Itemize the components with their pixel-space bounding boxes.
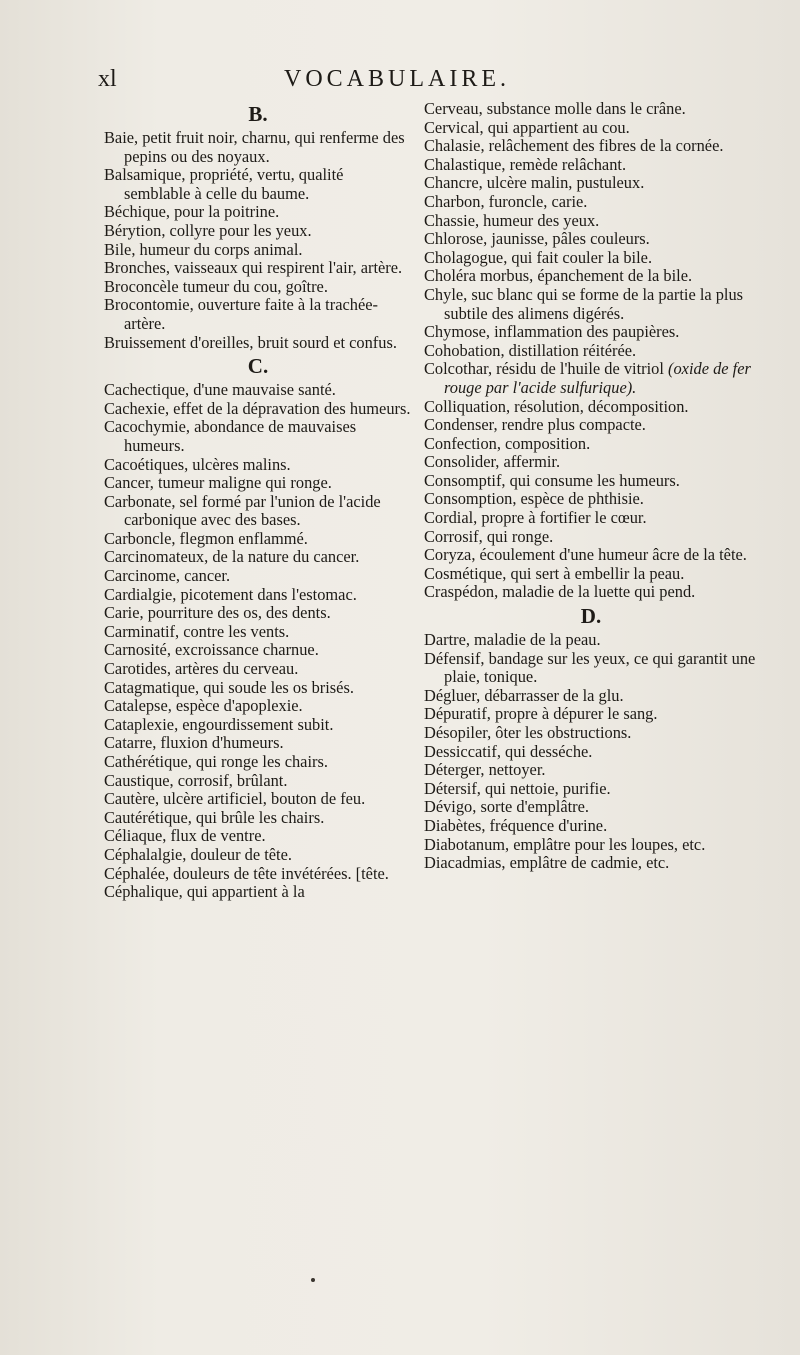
dictionary-entry: Carnosité, excroissance charnue. <box>104 640 319 660</box>
dictionary-entry: Bile, humeur du corps animal. <box>104 239 303 259</box>
dictionary-entry: Dartre, maladie de la peau. <box>424 630 601 650</box>
dictionary-entry: Désopiler, ôter les obstructions. <box>424 723 632 742</box>
section-letter-c: C. <box>247 354 269 379</box>
dictionary-entry: Chymose, inflammation des paupières. <box>424 322 680 342</box>
dictionary-entry: Dégluer, débarrasser de la glu. <box>424 685 624 705</box>
dictionary-entry: Cautère, ulcère artificiel, bouton de feu. <box>104 789 366 809</box>
left-column <box>104 100 412 902</box>
dictionary-entry: Chyle, suc blanc qui se forme de la partie la plus subtile des alimens digérés. <box>424 284 744 323</box>
dictionary-entry: Défensif, bandage sur les yeux, ce qui garantit une plaie, tonique. <box>424 648 756 687</box>
dictionary-entry: Bruissement d'oreilles, bruit sourd et confus. <box>104 332 397 352</box>
dictionary-entry: Cardialgie, picotement dans l'estomac. <box>104 584 357 604</box>
dictionary-entry: Choléra morbus, épanchement de la bile. <box>424 266 693 286</box>
dictionary-entry: Céphalée, douleurs de tête invétérées. [tête. <box>104 863 389 883</box>
dictionary-entry: Déterger, nettoyer. <box>424 760 546 780</box>
dictionary-entry: Cathérétique, qui ronge les chairs. <box>104 752 328 771</box>
dictionary-entry: Caustique, corrosif, brûlant. <box>104 770 288 790</box>
dictionary-entry: Condenser, rendre plus compacte. <box>424 415 646 435</box>
section-letter-d: D. <box>580 604 602 629</box>
dictionary-entry: Catagmatique, qui soude les os brisés. <box>104 677 354 697</box>
dictionary-entry: Consolider, affermir. <box>424 452 561 472</box>
entry-italic-note: (oxide de fer rouge par l'acide sulfurique). <box>444 359 751 397</box>
dictionary-entry: Cataplexie, engourdissement subit. <box>104 714 334 734</box>
dictionary-entry: Cachectique, d'une mauvaise santé. <box>104 380 336 400</box>
dictionary-entry <box>424 360 758 397</box>
entry-text: Colcothar, résidu de l'huile de vitriol <box>424 359 664 379</box>
dictionary-entry: Chalastique, remède relâchant. <box>424 154 627 174</box>
dictionary-entry: Carcinomateux, de la nature du cancer. <box>104 547 360 567</box>
entries-d <box>424 631 758 873</box>
dictionary-entry: Consomptif, qui consume les humeurs. <box>424 470 680 490</box>
dictionary-entry: Cacoétiques, ulcères malins. <box>104 454 291 474</box>
dictionary-entry: Cancer, tumeur maligne qui ronge. <box>104 473 332 493</box>
ink-dot <box>311 1278 315 1282</box>
entries-b <box>104 129 412 352</box>
dictionary-entry: Chancre, ulcère malin, pustuleux. <box>424 173 645 193</box>
dictionary-entry: Carotides, artères du cerveau. <box>104 659 299 679</box>
page-header <box>98 66 738 100</box>
dictionary-entry: Béchique, pour la poitrine. <box>104 202 280 222</box>
dictionary-entry: Carie, pourriture des os, des dents. <box>104 603 331 623</box>
dictionary-entry: Broconcèle tumeur du cou, goître. <box>104 276 328 296</box>
dictionary-entry: Catalepse, espèce d'apoplexie. <box>104 696 303 716</box>
dictionary-entry: Carcinome, cancer. <box>104 566 231 586</box>
dictionary-entry: Cachexie, effet de la dépravation des humeurs. <box>104 398 411 418</box>
dictionary-entry: Bérytion, collyre pour les yeux. <box>104 220 312 240</box>
right-column <box>424 100 758 873</box>
dictionary-entry: Craspédon, maladie de la luette qui pend. <box>424 582 696 602</box>
dictionary-entry: Cautérétique, qui brûle les chairs. <box>104 807 325 827</box>
dictionary-entry: Chassie, humeur des yeux. <box>424 210 600 230</box>
dictionary-entry: Chalasie, relâchement des fibres de la cornée. <box>424 136 724 156</box>
dictionary-entry: Cordial, propre à fortifier le cœur. <box>424 508 647 528</box>
dictionary-entry: Carboncle, flegmon enflammé. <box>104 528 308 548</box>
dictionary-entry: Balsamique, propriété, vertu, qualité semblable à celle du baume. <box>104 165 344 203</box>
dictionary-entry: Dépuratif, propre à dépurer le sang. <box>424 704 658 724</box>
dictionary-entry: Chlorose, jaunisse, pâles couleurs. <box>424 229 650 249</box>
dictionary-entry: Céliaque, flux de ventre. <box>104 826 266 846</box>
dictionary-entry: Céphalalgie, douleur de tête. <box>104 844 292 864</box>
entries-c-continued <box>424 100 758 360</box>
dictionary-entry: Diabotanum, emplâtre pour les loupes, etc. <box>424 834 706 854</box>
dictionary-entry: Colliquation, résolution, décomposition. <box>424 396 689 416</box>
dictionary-entry: Corrosif, qui ronge. <box>424 526 554 546</box>
dictionary-entry: Brocontomie, ouverture faite à la trachée-artère. <box>104 295 378 333</box>
running-title: VOCABULAIRE. <box>284 66 510 92</box>
dictionary-entry: Coryza, écoulement d'une humeur âcre de la tête. <box>424 545 747 565</box>
dictionary-entry: Cholagogue, qui fait couler la bile. <box>424 247 653 267</box>
dictionary-entry: Détersif, qui nettoie, purifie. <box>424 778 611 798</box>
dictionary-entry: Carminatif, contre les vents. <box>104 621 290 641</box>
dictionary-entry: Carbonate, sel formé par l'union de l'acide carbonique avec des bases. <box>104 491 381 530</box>
dictionary-entry: Cacochymie, abondance de mauvaises humeurs. <box>104 417 357 455</box>
section-letter-b: B. <box>248 102 268 126</box>
dictionary-entry: Cervical, qui appartient au cou. <box>424 117 630 137</box>
dictionary-entry: Dessiccatif, qui desséche. <box>424 741 593 761</box>
dictionary-entry: Catarre, fluxion d'humeurs. <box>104 733 284 753</box>
dictionary-entry: Cohobation, distillation réitérée. <box>424 340 637 360</box>
dictionary-entry: Diabètes, fréquence d'urine. <box>424 815 608 835</box>
dictionary-entry: Confection, composition. <box>424 433 591 453</box>
dictionary-entry: Dévigo, sorte d'emplâtre. <box>424 797 589 817</box>
page-number: xl <box>98 66 117 92</box>
dictionary-entry: Diacadmias, emplâtre de cadmie, etc. <box>424 853 670 873</box>
dictionary-entry: Cosmétique, qui sert à embellir la peau. <box>424 563 685 583</box>
dictionary-entry: Baie, petit fruit noir, charnu, qui renferme des pepins ou des noyaux. <box>104 128 405 166</box>
dictionary-entry: Céphalique, qui appartient à la <box>104 882 305 902</box>
dictionary-entry: Bronches, vaisseaux qui respirent l'air, artère. <box>104 258 403 278</box>
dictionary-entry: Charbon, furoncle, carie. <box>424 191 588 211</box>
dictionary-entry: Cerveau, substance molle dans le crâne. <box>424 99 686 118</box>
entries-c-continued-2 <box>424 398 758 603</box>
dictionary-entry: Consomption, espèce de phthisie. <box>424 489 644 509</box>
entries-c <box>104 381 412 902</box>
